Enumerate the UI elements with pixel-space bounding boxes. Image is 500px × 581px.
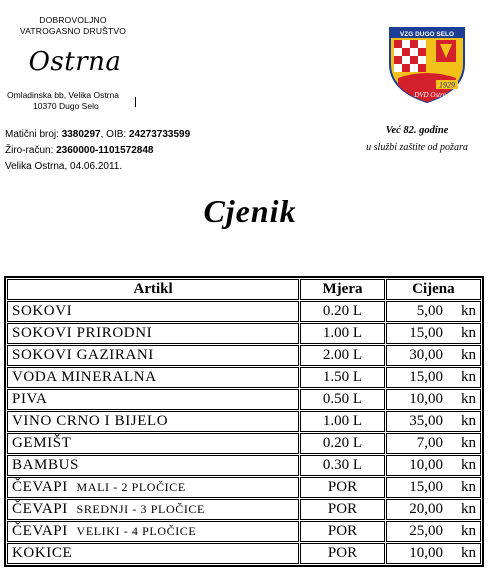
price-unit: kn <box>461 347 476 363</box>
table-row <box>7 477 481 498</box>
mjera-cell: POR <box>300 477 385 498</box>
table-row <box>7 389 481 410</box>
address-line2: 10370 Dugo Selo <box>33 101 99 111</box>
account-line <box>5 145 153 156</box>
date-line: Velika Ostrna, 04.06.2011. <box>5 161 123 172</box>
price-amount: 5,00 <box>416 303 443 319</box>
price-amount: 20,00 <box>409 501 443 517</box>
cijena-cell <box>386 499 481 520</box>
table-row <box>7 345 481 366</box>
table-header-row <box>7 279 481 300</box>
mjera-cell: 0.20 L <box>300 433 385 454</box>
cijena-cell <box>386 455 481 476</box>
artikl-cell: VINO CRNO I BIJELO <box>7 411 299 432</box>
price-table <box>4 276 484 567</box>
price-amount: 7,00 <box>416 435 443 451</box>
cijena-cell <box>386 521 481 542</box>
cijena-cell <box>386 543 481 564</box>
artikl-cell: KOKICE <box>7 543 299 564</box>
mjera-cell: 2.00 L <box>300 345 385 366</box>
price-amount: 15,00 <box>409 325 443 341</box>
mjera-cell: POR <box>300 521 385 542</box>
cijena-cell <box>386 301 481 322</box>
artikl-cell: SOKOVI GAZIRANI <box>7 345 299 366</box>
price-amount: 35,00 <box>409 413 443 429</box>
price-amount: 15,00 <box>409 479 443 495</box>
artikl-sub: VELIKI - 4 PLOČICE <box>76 524 197 538</box>
col-header-artikl: Artikl <box>7 279 299 300</box>
price-unit: kn <box>461 369 476 385</box>
price-unit: kn <box>461 391 476 407</box>
mjera-cell: 0.20 L <box>300 301 385 322</box>
col-header-mjera: Mjera <box>300 279 385 300</box>
price-unit: kn <box>461 501 476 517</box>
price-unit: kn <box>461 523 476 539</box>
emblem-bottom-text: DVD Ostrna <box>414 91 450 99</box>
registration-line <box>5 129 190 140</box>
artikl-cell <box>7 477 299 498</box>
motto-line2: u službi zaštite od požara <box>366 142 468 153</box>
price-amount: 10,00 <box>409 457 443 473</box>
mjera-cell: POR <box>300 543 385 564</box>
artikl-main: ČEVAPI <box>12 501 68 517</box>
artikl-cell: VODA MINERALNA <box>7 367 299 388</box>
artikl-cell: BAMBUS <box>7 455 299 476</box>
price-amount: 10,00 <box>409 545 443 561</box>
table-row <box>7 323 481 344</box>
price-unit: kn <box>461 435 476 451</box>
org-type-line1: DOBROVOLJNO <box>39 15 107 25</box>
mjera-cell: 0.50 L <box>300 389 385 410</box>
col-header-cijena: Cijena <box>386 279 481 300</box>
table-row <box>7 367 481 388</box>
mjera-cell: POR <box>300 499 385 520</box>
emblem-year: 1929 <box>439 80 455 90</box>
address-line1: Omladinska bb, Velika Ostrna <box>7 90 119 100</box>
artikl-sub: SREDNJI - 3 PLOČICE <box>76 502 205 516</box>
cijena-cell <box>386 477 481 498</box>
cijena-cell <box>386 323 481 344</box>
table-row <box>7 301 481 322</box>
fire-brigade-emblem <box>384 18 470 104</box>
oib-label: , OIB: <box>100 129 129 140</box>
price-unit: kn <box>461 413 476 429</box>
mjera-cell: 1.00 L <box>300 323 385 344</box>
mb-label: Matični broj: <box>5 129 62 140</box>
cijena-cell <box>386 389 481 410</box>
mjera-cell: 1.50 L <box>300 367 385 388</box>
cijena-cell <box>386 411 481 432</box>
text-cursor-mark <box>135 97 136 107</box>
account-label: Žiro-račun: <box>5 145 57 156</box>
oib-value: 24273733599 <box>128 129 191 140</box>
table-row <box>7 521 481 542</box>
price-amount: 10,00 <box>409 391 443 407</box>
artikl-cell: GEMIŠT <box>7 433 299 454</box>
price-amount: 15,00 <box>409 369 443 385</box>
cijena-cell <box>386 367 481 388</box>
artikl-main: ČEVAPI <box>12 479 68 495</box>
table-row <box>7 543 481 564</box>
price-unit: kn <box>461 303 476 319</box>
mjera-cell: 0.30 L <box>300 455 385 476</box>
artikl-main: ČEVAPI <box>12 523 68 539</box>
artikl-cell: SOKOVI PRIRODNI <box>7 323 299 344</box>
price-unit: kn <box>461 545 476 561</box>
table-row <box>7 433 481 454</box>
table-row <box>7 411 481 432</box>
mb-value: 3380297 <box>61 129 101 140</box>
table-row <box>7 499 481 520</box>
price-unit: kn <box>461 479 476 495</box>
account-value: 2360000-1101572848 <box>56 145 154 156</box>
org-type-line2: VATROGASNO DRUŠTVO <box>19 26 127 36</box>
artikl-sub: MALI - 2 PLOČICE <box>76 480 186 494</box>
table-row <box>7 455 481 476</box>
mjera-cell: 1.00 L <box>300 411 385 432</box>
cijena-cell <box>386 433 481 454</box>
org-name: Ostrna <box>28 47 122 77</box>
cijena-cell <box>386 345 481 366</box>
emblem-top-text: VZG DUGO SELO <box>399 31 455 38</box>
price-amount: 25,00 <box>409 523 443 539</box>
page-title: Cjenik <box>203 193 297 229</box>
artikl-cell: PIVA <box>7 389 299 410</box>
artikl-cell <box>7 521 299 542</box>
motto-line1: Već 82. godine <box>385 125 449 136</box>
price-unit: kn <box>461 325 476 341</box>
artikl-cell <box>7 499 299 520</box>
price-unit: kn <box>461 457 476 473</box>
artikl-cell: SOKOVI <box>7 301 299 322</box>
price-amount: 30,00 <box>409 347 443 363</box>
